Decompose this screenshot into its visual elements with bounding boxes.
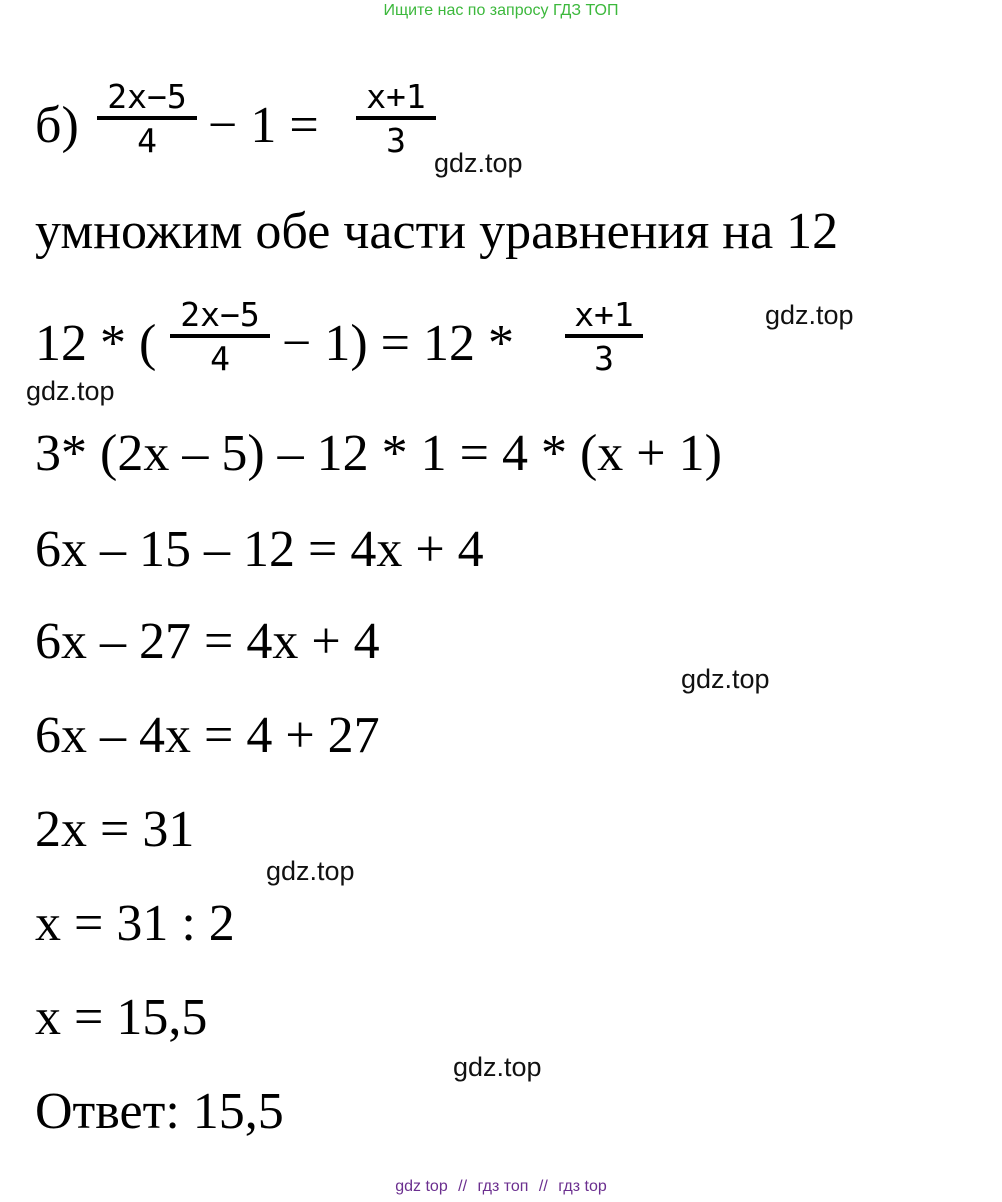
- fraction-denominator: 4: [137, 121, 157, 160]
- answer-text: Ответ: 15,5: [35, 1083, 284, 1140]
- footer-link-gdz-top-mixed[interactable]: гдз top: [558, 1178, 607, 1195]
- footer-separator: //: [538, 1178, 548, 1195]
- watermark: gdz.top: [765, 300, 854, 330]
- solution-step-3: 6x – 27 = 4x + 4: [35, 613, 380, 670]
- solution-step-5: 2x = 31: [35, 801, 195, 858]
- fraction-numerator: 2x−5: [180, 295, 260, 334]
- watermark: gdz.top: [26, 376, 115, 406]
- problem-lhs-fraction: [97, 77, 197, 160]
- watermark: gdz.top: [453, 1052, 542, 1082]
- multiply-fraction-1: [170, 295, 270, 378]
- footer-link-gdz-top-ru[interactable]: гдз топ: [477, 1178, 529, 1195]
- footer-separator: //: [458, 1178, 468, 1195]
- problem-rhs-fraction: [356, 77, 436, 160]
- watermark: gdz.top: [434, 148, 523, 178]
- fraction-numerator: x+1: [366, 77, 426, 116]
- problem-label: б): [35, 97, 79, 154]
- solution-step-6: x = 31 : 2: [35, 895, 235, 952]
- footer-link-gdz-top[interactable]: gdz top: [395, 1178, 448, 1195]
- fraction-denominator: 3: [594, 339, 614, 378]
- fraction-numerator: x+1: [574, 295, 634, 334]
- instruction-text: умножим обе части уравнения на 12: [35, 203, 839, 260]
- fraction-bar: [97, 116, 197, 120]
- fraction-numerator: 2x−5: [107, 77, 187, 116]
- solution-step-4: 6x – 4x = 4 + 27: [35, 707, 380, 764]
- footer-links: [0, 1178, 1002, 1196]
- fraction-denominator: 4: [210, 339, 230, 378]
- multiply-prefix: 12 * (: [35, 315, 157, 372]
- solution-step-1: 3* (2x – 5) – 12 * 1 = 4 * (x + 1): [35, 425, 722, 482]
- multiply-fraction-2: [565, 295, 643, 378]
- fraction-denominator: 3: [386, 121, 406, 160]
- solution-step-7: x = 15,5: [35, 989, 208, 1046]
- problem-lhs-rest: − 1 =: [208, 97, 319, 154]
- solution-step-2: 6x – 15 – 12 = 4x + 4: [35, 521, 484, 578]
- multiply-middle: − 1) = 12 *: [282, 315, 514, 372]
- watermark: gdz.top: [681, 664, 770, 694]
- fraction-bar: [565, 334, 643, 338]
- fraction-bar: [170, 334, 270, 338]
- header-search-link[interactable]: Ищите нас по запросу ГДЗ ТОП: [383, 2, 619, 19]
- watermark: gdz.top: [266, 856, 355, 886]
- fraction-bar: [356, 116, 436, 120]
